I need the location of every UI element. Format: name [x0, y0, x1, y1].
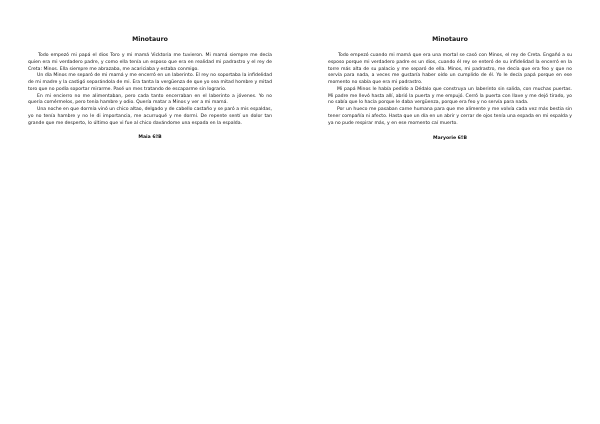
left-story-column: [28, 36, 272, 141]
right-story-title: Minotauro: [432, 36, 468, 43]
left-story-title: Minotauro: [132, 36, 168, 43]
right-story-column: [328, 36, 572, 142]
left-paragraph-3: En mi encierro no me alimentaban, pero cada tanto encerraban en el laberinto a jóvenes. Yo no quería comérmelos, pero tenía hambre y odio. Quería matar a Minos y ver a mi mamá.: [28, 93, 272, 106]
right-paragraph-2: Mi papá Minos le había pedido a Dédalo que construya un laberinto sin salida, con muchas puertas. Mi padre me llevó hasta allí, abrió la puerta y me empujó. Cerró la puerta con llave y me dejó tirado, yo no sabía que lo hacía porque le daba vergüenza, porque era feo y no servía para nada.: [328, 86, 572, 106]
right-paragraph-1: Todo empezó cuando mi mamá que era una mortal se casó con Minos, el rey de Creta. Engañó a su esposo porque mi verdadero padre es un dios, cuando él rey se enteró de su infidelidad la encerró en la torre más alta de su palacio y me separó de ella. Minos, mi padrastro, me decía que era feo y que no servía para nada, a veces me gustaría haber oído un cumplido de él. Yo le decía papá porque en ese momento no sabía que era mi padrastro.: [328, 53, 572, 85]
left-paragraph-2: Un día Minos me separó de mi mamá y me encerró en un laberinto. El rey no soportaba la infidelidad de mi madre y la castigó separándola de mi. Era tanta la vergüenza de que yo sea mitad hombre y mitad toro que no podía soportar mirarme. Pasé un mes tratando de escaparme sin logrario.: [28, 73, 272, 92]
left-paragraph-1: Todo empezó mi papá el dios Toro y mi mamá Vicktoria me tuvieron. Mi mamá siempre me decía quien era mi verdadero padre, y como ella tenía un esposo que era en realidad mi padrastro y el rey de Creta: Minos. Ella siempre me abrazaba, me acariciaba y estaba conmigo.: [28, 53, 272, 72]
left-paragraph-4: Una noche en que dormía vinó un chico altao, delgado y de cabello castaño y se paró a mis espaldas, yo no tenía hambre y no le di importancia, me acurruqué y me dormí. De repente sentí un dolor tan grande que me desperto, lo último que vi fue al chico davándome una espada en la espalda.: [28, 107, 272, 126]
right-author-signature: Maryorie 6ºB: [433, 136, 467, 142]
right-paragraph-3: Por un hueco me pasaban carne humana para que me alimente y me volvía cada vez más bestia sin tener compañía ni afecto. Hasta que un día en un abrir y cerrar de ojos tenía una espada en mi espalda y ya no pude respirar más, y en ese momento caí muerto.: [328, 107, 572, 126]
left-author-signature: Maia 6ºB: [138, 135, 162, 141]
right-page: [300, 0, 600, 424]
